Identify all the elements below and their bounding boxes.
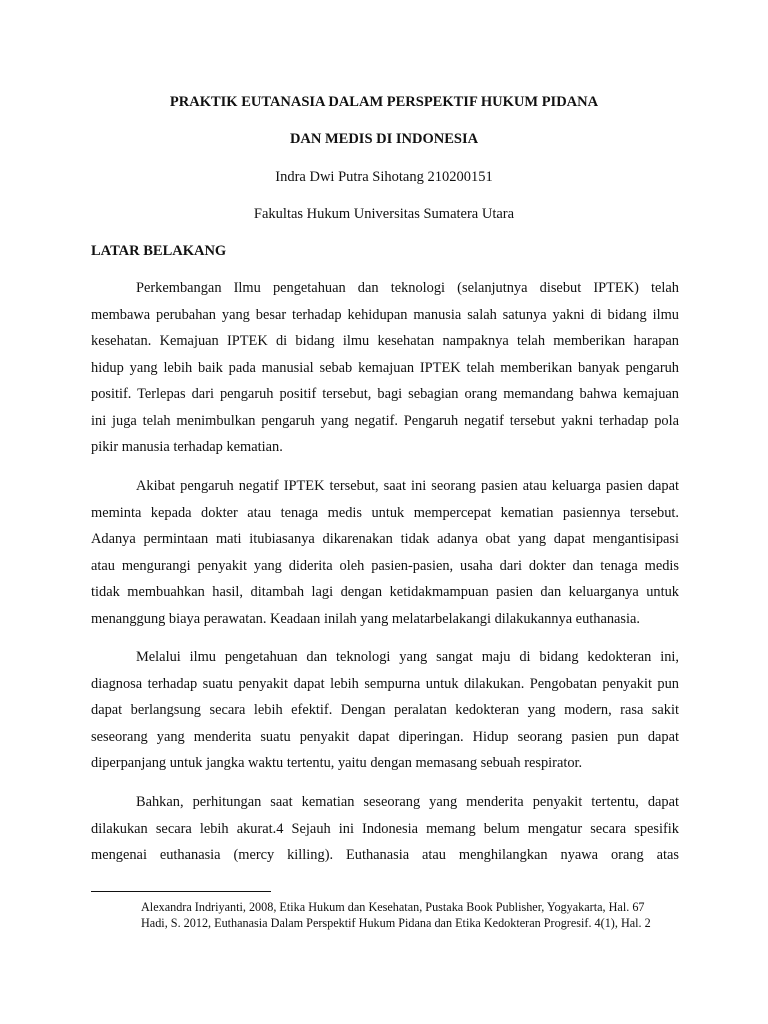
paper-title-line-2: DAN MEDIS DI INDONESIA bbox=[289, 131, 479, 147]
footnotes bbox=[141, 899, 681, 931]
paragraph-line: Melalui ilmu pengetahuan dan teknologi yang sangat maju di bidang kedokteran ini, bbox=[136, 649, 679, 665]
paragraph-line: membawa perubahan yang besar terhadap kehidupan manusia salah satunya yakni di bidang ilmu bbox=[91, 306, 679, 323]
paragraph-line: diagnosa terhadap suatu penyakit dapat lebih sempurna untuk dilakukan. Pengobatan penyakit pun bbox=[91, 675, 679, 692]
paragraph-line: kesehatan. Kemajuan IPTEK di bidang ilmu kesehatan nampaknya telah memberikan harapan bbox=[91, 333, 679, 349]
author-line: Indra Dwi Putra Sihotang 210200151 bbox=[275, 169, 493, 185]
footnote: Alexandra Indriyanti, 2008, Etika Hukum dan Kesehatan, Pustaka Book Publisher, Yogyakarta, Hal. 67 bbox=[141, 900, 645, 914]
body-paragraph-1 bbox=[91, 279, 679, 465]
footnote-separator bbox=[91, 891, 271, 892]
body-paragraph-2 bbox=[91, 477, 679, 636]
paragraph-line: Perkembangan Ilmu pengetahuan dan teknologi (selanjutnya disebut IPTEK) telah bbox=[136, 280, 679, 296]
paragraph-line: mengenai euthanasia (mercy killing). Euthanasia atau menghilangkan nyawa orang atas bbox=[91, 847, 679, 863]
paragraph-line: tidak membuahkan hasil, ditambah lagi dengan ketidakmampuan pasien dan keluarganya untuk bbox=[91, 584, 679, 600]
paragraph-line: menanggung biaya perawatan. Keadaan inilah yang melatarbelakangi dilakukannya euthanasia. bbox=[91, 610, 641, 627]
footnote: Hadi, S. 2012, Euthanasia Dalam Perspektif Hukum Pidana dan Etika Kedokteran Progresif. 4(1), Hal. 2 bbox=[141, 916, 651, 930]
paper-title-line-1: PRAKTIK EUTANASIA DALAM PERSPEKTIF HUKUM PIDANA bbox=[169, 94, 599, 110]
paragraph-line: meminta kepada dokter atau tenaga medis untuk mempercepat kematian pasiennya tersebut. bbox=[91, 504, 679, 521]
paragraph-line: atau mengurangi penyakit yang diderita oleh pasien-pasien, usaha dari dokter dan tenaga medis bbox=[91, 557, 679, 574]
paragraph-line: Bahkan, perhitungan saat kematian seseorang yang menderita penyakit tertentu, dapat bbox=[136, 794, 679, 810]
paragraph-line: pikir manusia terhadap kematian. bbox=[91, 439, 283, 455]
paragraph-line: hidup yang lebih baik pada manusial sebab kemajuan IPTEK telah memberikan banyak pengaruh bbox=[91, 359, 679, 376]
section-heading: LATAR BELAKANG bbox=[91, 243, 227, 259]
body-paragraph-3 bbox=[91, 648, 679, 781]
paragraph-line: dapat berlangsung secara lebih efektif. Dengan peralatan kedokteran yang modern, rasa sakit bbox=[91, 702, 679, 718]
paragraph-line: Adanya permintaan mati itubiasanya dikarenakan tidak adanya obat yang dapat mengantisipasi bbox=[91, 531, 679, 547]
paragraph-line: ini juga telah menimbulkan pengaruh yang negatif. Pengaruh negatif tersebut yakni terhadap pola bbox=[91, 412, 679, 429]
affiliation-line: Fakultas Hukum Universitas Sumatera Utara bbox=[253, 206, 515, 222]
paragraph-line: diperpanjang untuk jangka waktu tertentu, yaitu dengan memasang sebuah respirator. bbox=[91, 755, 583, 771]
paragraph-line: dilakukan secara lebih akurat.4 Sejauh ini Indonesia memang belum mengatur secara spesifik bbox=[91, 820, 679, 837]
paragraph-line: seseorang yang menderita suatu penyakit dapat diperingan. Hidup seorang pasien pun dapat bbox=[91, 728, 679, 745]
paragraph-line: Akibat pengaruh negatif IPTEK tersebut, saat ini seorang pasien atau keluarga pasien dapat bbox=[136, 478, 679, 494]
body-paragraph-4 bbox=[91, 793, 679, 873]
paragraph-line: positif. Terlepas dari pengaruh positif tersebut, bagi sebagian orang memandang bahwa kemajuan bbox=[91, 386, 679, 402]
